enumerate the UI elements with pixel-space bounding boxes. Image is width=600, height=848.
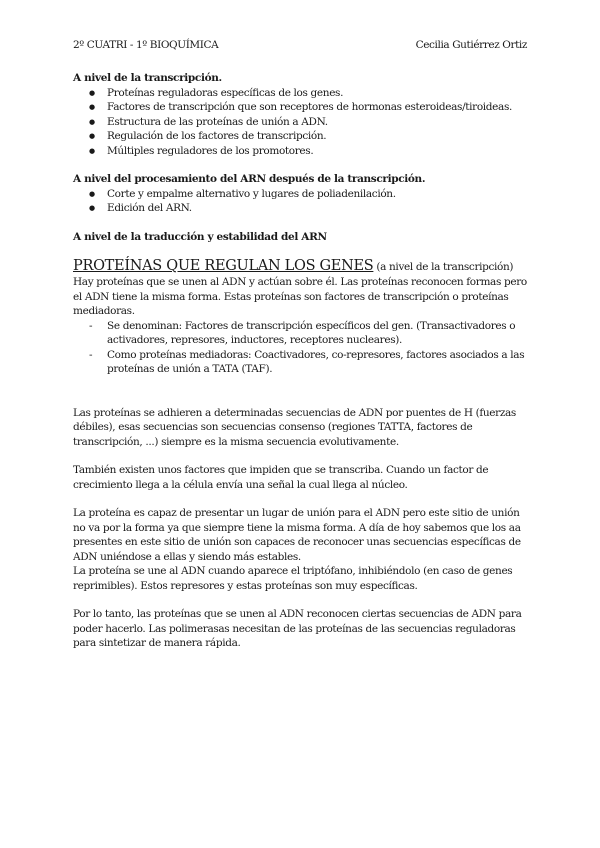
list-item: ● Edición del ARN.	[73, 201, 529, 216]
list-item: ● Corte y empalme alternativo y lugares de poliadenilación.	[73, 187, 529, 202]
paragraph-conclusion: Por lo tanto, las proteínas que se unen al ADN reconocen ciertas secuencias de ADN para poder hacerlo. Las polimerasas necesitan de las proteínas de las secuencias reguladoras para sintetizar de manera rápida.	[73, 608, 522, 649]
proteinas-title: PROTEÍNAS QUE REGULAN LOS GENES	[73, 258, 374, 274]
list-item: ● Múltiples reguladores de los promotores.	[73, 144, 529, 159]
list-item: - Como proteínas mediadoras: Coactivadores, co-represores, factores asociados a las proteínas de unión a TATA (TAF).	[73, 348, 529, 377]
section-transcripcion-list	[73, 86, 529, 159]
section-traduccion-title: A nivel de la traducción y estabilidad del ARN	[73, 230, 327, 243]
paragraph-factores: También existen unos factores que impiden que se transcriba. Cuando un factor de crecimiento llega a la célula envía una señal la cual llega al núcleo.	[73, 464, 489, 491]
page-header	[73, 39, 527, 53]
proteinas-intro: Hay proteínas que se unen al ADN y actúan sobre él. Las proteínas reconocen formas pero el ADN tiene la misma forma. Estas proteínas son factores de transcripción o proteínas mediadoras.	[73, 276, 527, 317]
section-procesamiento-list	[73, 187, 529, 216]
proteinas-subtitle: (a nivel de la transcripción)	[373, 261, 514, 273]
list-item: ● Factores de transcripción que son receptores de hormonas esteroideas/tiroideas.	[73, 100, 529, 115]
header-author: Cecilia Gutiérrez Ortiz	[415, 39, 527, 51]
paragraph-triptofano: La proteína se une al ADN cuando aparece el triptófano, inhibiéndolo (en caso de genes reprimibles). Estos represores y estas proteínas son muy específicas.	[73, 565, 513, 592]
proteinas-dash-list	[73, 319, 529, 377]
list-item: ● Estructura de las proteínas de unión a ADN.	[73, 115, 529, 130]
list-item: ● Regulación de los factores de transcripción.	[73, 129, 529, 144]
proteinas-heading	[73, 258, 529, 275]
document-body	[73, 71, 529, 651]
section-transcripcion-title: A nivel de la transcripción.	[73, 72, 222, 84]
list-item: ● Proteínas reguladoras específicas de los genes.	[73, 86, 529, 101]
list-item: - Se denominan: Factores de transcripción específicos del gen. (Transactivadores o activadores, represores, inductores, receptores nucleares).	[73, 319, 529, 348]
section-procesamiento-title: A nivel del procesamiento del ARN después de la transcripción.	[73, 173, 426, 185]
paragraph-union: La proteína es capaz de presentar un lugar de unión para el ADN pero este sitio de unión no va por la forma ya que siempre tiene la misma forma. A día de hoy sabemos que los aa presentes en este sitio de unión son capaces de reconocer unas secuencias específicas de ADN uniéndose a ellas y siendo más estables.	[73, 507, 521, 563]
paragraph-adhesion: Las proteínas se adhieren a determinadas secuencias de ADN por puentes de H (fuerzas débiles), esas secuencias son secuencias consenso (regiones TATTA, factores de transcripción, ...) siempre es la misma secuencia evolutivamente.	[73, 406, 516, 448]
header-course: 2º CUATRI - 1º BIOQUÍMICA	[73, 39, 219, 51]
